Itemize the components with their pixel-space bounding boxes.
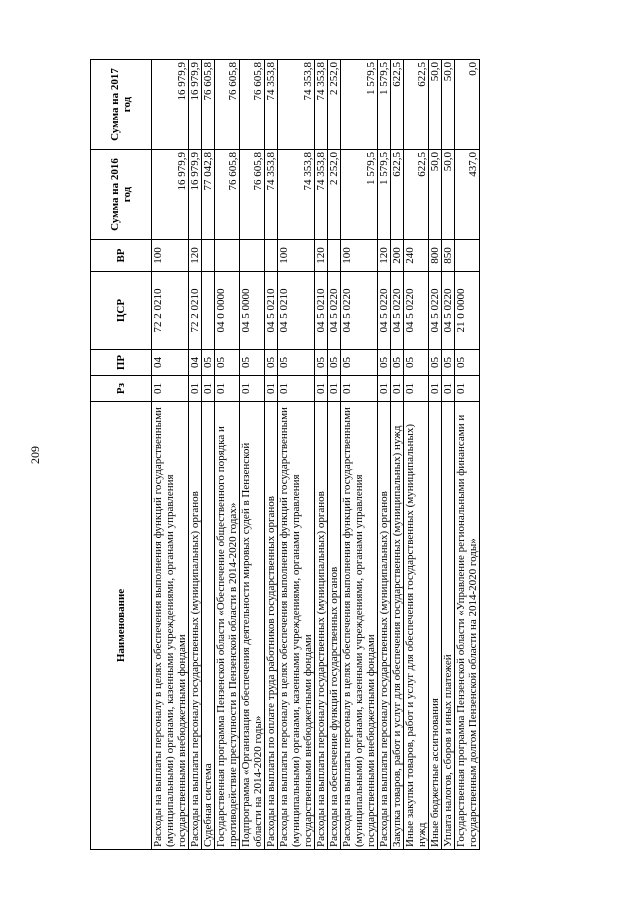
table-cell-sum-2016: 622,5 — [391, 150, 404, 240]
table-cell-rz: 01 — [315, 376, 328, 402]
table-row — [442, 60, 455, 850]
table-cell-pr: 05 — [455, 350, 480, 376]
table-cell-sum-2016: 50,0 — [429, 150, 442, 240]
table-cell-name: Расходы на выплаты персоналу государственных (муниципальных) органов — [378, 402, 391, 850]
budget-table — [90, 59, 480, 850]
table-cell-sum-2017: 1 579,5 — [341, 60, 378, 150]
table-row — [378, 60, 391, 850]
table-cell-name: Расходы на выплаты по оплате труда работников государственных органов — [265, 402, 278, 850]
table-cell-sum-2016: 1 579,5 — [341, 150, 378, 240]
page-number: 209 — [28, 446, 42, 464]
table-row — [341, 60, 378, 850]
table-cell-sum-2017: 16 979,9 — [189, 60, 202, 150]
table-cell-sum-2017: 74 353,8 — [315, 60, 328, 150]
table-cell-vr: 100 — [152, 240, 189, 272]
table-cell-name: Расходы на выплаты персоналу в целях обеспечения выполнения функций государственными (муниципальными) органами, казенными учреждениями, органами управления государственными внебюджетными фондами — [341, 402, 378, 850]
table-cell-sum-2016: 16 979,9 — [189, 150, 202, 240]
table-row — [152, 60, 189, 850]
table-row — [278, 60, 315, 850]
table-cell-rz: 01 — [278, 376, 315, 402]
table-cell-name: Расходы на выплаты персоналу в целях обеспечения выполнения функций государственными (муниципальными) органами, казенными учреждениями, органами управления государственными внебюджетными фондами — [152, 402, 189, 850]
table-cell-pr: 04 — [152, 350, 189, 376]
table-cell-csr: 04 0 0000 — [215, 272, 240, 350]
table-cell-vr — [455, 240, 480, 272]
rotated-page-content — [90, 60, 560, 850]
table-cell-rz: 01 — [429, 376, 442, 402]
table-cell-pr: 05 — [404, 350, 429, 376]
header-sum-2016: Сумма на 2016 год — [91, 150, 152, 240]
table-row — [328, 60, 341, 850]
table-cell-csr: 04 5 0220 — [328, 272, 341, 350]
table-cell-rz: 01 — [265, 376, 278, 402]
table-cell-name: Иные закупки товаров, работ и услуг для обеспечения государственных (муниципальных) нужд — [404, 402, 429, 850]
table-cell-sum-2016: 76 605,8 — [215, 150, 240, 240]
table-cell-sum-2017: 74 353,8 — [265, 60, 278, 150]
table-row — [429, 60, 442, 850]
table-row — [404, 60, 429, 850]
table-cell-name: Уплата налогов, сборов и иных платежей — [442, 402, 455, 850]
table-cell-csr: 21 0 0000 — [455, 272, 480, 350]
table-cell-pr: 05 — [202, 350, 215, 376]
table-cell-pr: 05 — [328, 350, 341, 376]
table-row — [189, 60, 202, 850]
table-cell-vr — [328, 240, 341, 272]
table-cell-name: Расходы на выплаты персоналу государственных (муниципальных) органов — [315, 402, 328, 850]
table-cell-rz: 01 — [378, 376, 391, 402]
table-cell-sum-2016: 16 979,9 — [152, 150, 189, 240]
table-row — [265, 60, 278, 850]
table-cell-sum-2017: 74 353,8 — [278, 60, 315, 150]
table-cell-sum-2016: 437,0 — [455, 150, 480, 240]
table-cell-vr: 850 — [442, 240, 455, 272]
table-cell-rz: 01 — [391, 376, 404, 402]
table-cell-rz: 01 — [189, 376, 202, 402]
table-cell-sum-2016: 622,5 — [404, 150, 429, 240]
table-cell-vr — [215, 240, 240, 272]
header-pr: ПР — [91, 350, 152, 376]
table-cell-vr: 120 — [378, 240, 391, 272]
table-cell-csr: 72 2 0210 — [189, 272, 202, 350]
table-cell-rz: 01 — [455, 376, 480, 402]
table-cell-sum-2016: 74 353,8 — [265, 150, 278, 240]
table-cell-rz: 01 — [240, 376, 265, 402]
table-cell-vr: 120 — [315, 240, 328, 272]
table-cell-rz: 01 — [152, 376, 189, 402]
table-cell-pr: 04 — [189, 350, 202, 376]
table-cell-name: Государственная программа Пензенской области «Обеспечение общественного порядка и противодействие преступности в Пензенской области в 2014-2020 годах» — [215, 402, 240, 850]
table-cell-pr: 05 — [378, 350, 391, 376]
header-csr: ЦСР — [91, 272, 152, 350]
table-header-row — [91, 60, 152, 850]
table-cell-csr: 04 5 0220 — [341, 272, 378, 350]
table-cell-sum-2017: 16 979,9 — [152, 60, 189, 150]
table-cell-csr: 72 2 0210 — [152, 272, 189, 350]
table-row — [391, 60, 404, 850]
table-cell-rz: 01 — [404, 376, 429, 402]
table-cell-vr: 100 — [341, 240, 378, 272]
table-cell-csr: 04 5 0000 — [240, 272, 265, 350]
table-cell-pr: 05 — [278, 350, 315, 376]
table-cell-pr: 05 — [215, 350, 240, 376]
table-cell-sum-2016: 76 605,8 — [240, 150, 265, 240]
table-cell-vr: 120 — [189, 240, 202, 272]
table-cell-pr: 05 — [240, 350, 265, 376]
table-row — [315, 60, 328, 850]
table-cell-pr: 05 — [442, 350, 455, 376]
table-cell-name: Судебная система — [202, 402, 215, 850]
table-cell-vr — [265, 240, 278, 272]
table-cell-csr: 04 5 0220 — [442, 272, 455, 350]
table-cell-vr — [202, 240, 215, 272]
table-cell-sum-2017: 1 579,5 — [378, 60, 391, 150]
header-vr: ВР — [91, 240, 152, 272]
table-cell-csr: 04 5 0220 — [429, 272, 442, 350]
header-rz: Рз — [91, 376, 152, 402]
table-cell-rz: 01 — [341, 376, 378, 402]
header-sum-2017: Сумма на 2017 год — [91, 60, 152, 150]
table-cell-sum-2016: 2 252,0 — [328, 150, 341, 240]
table-cell-sum-2016: 74 353,8 — [278, 150, 315, 240]
table-cell-sum-2017: 76 605,8 — [202, 60, 215, 150]
table-cell-vr: 100 — [278, 240, 315, 272]
table-cell-sum-2017: 622,5 — [404, 60, 429, 150]
table-row — [202, 60, 215, 850]
table-cell-csr: 04 5 0210 — [278, 272, 315, 350]
table-cell-csr: 04 5 0210 — [265, 272, 278, 350]
table-cell-csr — [202, 272, 215, 350]
table-cell-sum-2017: 0,0 — [455, 60, 480, 150]
table-cell-sum-2017: 622,5 — [391, 60, 404, 150]
table-cell-sum-2017: 76 605,8 — [240, 60, 265, 150]
table-cell-sum-2016: 50,0 — [442, 150, 455, 240]
table-cell-rz: 01 — [328, 376, 341, 402]
table-cell-vr: 800 — [429, 240, 442, 272]
table-row — [240, 60, 265, 850]
table-cell-pr: 05 — [341, 350, 378, 376]
table-cell-sum-2017: 76 605,8 — [215, 60, 240, 150]
table-cell-name: Расходы на обеспечение функций государственных органов — [328, 402, 341, 850]
table-cell-sum-2016: 74 353,8 — [315, 150, 328, 240]
table-body — [152, 60, 480, 850]
table-cell-rz: 01 — [215, 376, 240, 402]
table-cell-sum-2016: 1 579,5 — [378, 150, 391, 240]
table-cell-name: Закупка товаров, работ и услуг для обеспечения государственных (муниципальных) нужд — [391, 402, 404, 850]
table-cell-name: Расходы на выплаты персоналу в целях обеспечения выполнения функций государственными (муниципальными) органами, казенными учреждениями, органами управления государственными внебюджетными фондами — [278, 402, 315, 850]
table-cell-csr: 04 5 0210 — [315, 272, 328, 350]
table-cell-csr: 04 5 0220 — [391, 272, 404, 350]
table-cell-pr: 05 — [265, 350, 278, 376]
table-row — [215, 60, 240, 850]
table-cell-name: Иные бюджетные ассигнования — [429, 402, 442, 850]
table-cell-name: Государственная программа Пензенской области «Управление региональными финансами и государственным долгом Пензенской области на 2014-2020 годы» — [455, 402, 480, 850]
table-cell-pr: 05 — [391, 350, 404, 376]
table-cell-sum-2017: 50,0 — [442, 60, 455, 150]
table-cell-vr: 240 — [404, 240, 429, 272]
table-cell-csr: 04 5 0220 — [404, 272, 429, 350]
table-cell-name: Подпрограмма «Организация обеспечения деятельности мировых судей в Пензенской области на 2014-2020 годы» — [240, 402, 265, 850]
table-cell-pr: 05 — [429, 350, 442, 376]
header-name: Наименование — [91, 402, 152, 850]
table-cell-name: Расходы на выплаты персоналу государственных (муниципальных) органов — [189, 402, 202, 850]
table-cell-rz: 01 — [442, 376, 455, 402]
table-row — [455, 60, 480, 850]
table-cell-pr: 05 — [315, 350, 328, 376]
table-cell-sum-2017: 50,0 — [429, 60, 442, 150]
table-cell-sum-2016: 77 042,8 — [202, 150, 215, 240]
table-cell-vr: 200 — [391, 240, 404, 272]
table-cell-vr — [240, 240, 265, 272]
table-cell-csr: 04 5 0220 — [378, 272, 391, 350]
table-cell-rz: 01 — [202, 376, 215, 402]
table-cell-sum-2017: 2 252,0 — [328, 60, 341, 150]
